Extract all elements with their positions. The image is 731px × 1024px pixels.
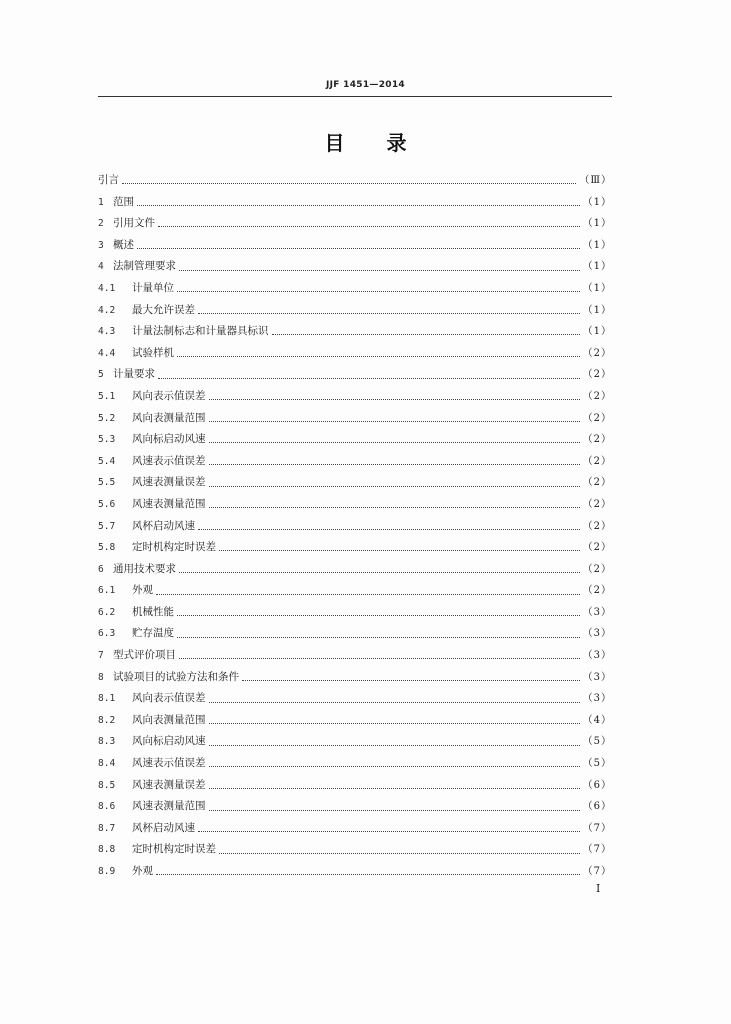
toc-entry-number: 5.5 [98,477,116,489]
toc-entry[interactable] [98,516,612,538]
toc-entry-number: 8.7 [98,822,116,834]
toc-entry-title: 定时机构定时误差 [132,843,216,856]
toc-entry[interactable] [98,213,612,235]
toc-leader-dots [177,356,580,357]
toc-entry-page: （3） [582,671,612,683]
toc-entry-number: 4.2 [98,304,116,316]
toc-entry-page: （3） [582,606,612,618]
toc-entry[interactable] [98,818,612,840]
toc-entry-title: 法制管理要求 [113,260,176,273]
toc-entry-title: 机械性能 [132,605,174,618]
toc-entry[interactable] [98,667,612,689]
toc-entry-page: （1） [582,261,612,273]
toc-entry-title: 风速表测量范围 [132,800,206,813]
toc-leader-dots [179,658,580,659]
toc-entry-page: （6） [582,779,612,791]
toc-entry[interactable] [98,753,612,775]
toc-entry-title: 风向表测量范围 [132,411,206,424]
toc-entry-title: 最大允许误差 [132,303,195,316]
toc-entry-title: 贮存温度 [132,627,174,640]
toc-entry-number: 8.2 [98,714,116,726]
toc-entry-number: 1 [98,196,104,208]
toc-entry-title: 风向表测量范围 [132,713,206,726]
toc-entry-number: 7 [98,650,104,662]
toc-entry-number: 5.6 [98,498,116,510]
toc-leader-dots [177,615,580,616]
toc-entry-number: 8.5 [98,779,116,791]
toc-entry-number: 5.8 [98,542,116,554]
toc-entry-page: （2） [582,498,612,510]
toc-entry-page: （2） [582,434,612,446]
toc-entry[interactable] [98,343,612,365]
toc-entry-title: 风杯启动风速 [132,519,195,532]
toc-entry[interactable] [98,192,612,214]
toc-entry-page: （7） [582,866,612,877]
toc-entry[interactable] [98,235,612,257]
toc-entry-number: 8.3 [98,736,116,748]
toc-entry-page: （3） [582,628,612,640]
toc-entry-page: （2） [582,390,612,402]
toc-entry-number: 4.1 [98,282,116,294]
toc-entry-title: 风速表示值误差 [132,757,206,770]
toc-entry-title: 风速表测量误差 [132,778,206,791]
toc-entry-number: 5 [98,369,104,381]
toc-leader-dots [209,464,580,465]
toc-entry-page: （1） [582,304,612,316]
toc-entry-number: 3 [98,239,104,251]
toc-entry-number: 8.1 [98,693,116,705]
toc-entry-title: 风向标启动风速 [132,433,206,446]
toc-entry-page: （2） [582,477,612,489]
toc-entry-title: 概述 [113,238,134,251]
toc-leader-dots [179,572,580,573]
toc-entry[interactable] [98,451,612,473]
toc-entry-page: （1） [582,282,612,294]
toc-entry-title: 引用文件 [113,217,155,230]
toc-entry-title: 范围 [113,195,134,208]
toc-entry[interactable] [98,688,612,710]
toc-leader-dots [209,766,580,767]
toc-list [98,170,612,883]
toc-leader-dots [179,270,580,271]
toc-entry-number: 4.3 [98,326,116,338]
toc-leader-dots [242,680,580,681]
toc-entry-page: （7） [582,844,612,856]
toc-leader-dots [137,205,580,206]
toc-entry-page: （2） [582,520,612,532]
toc-entry[interactable] [98,796,612,818]
toc-entry-title: 计量法制标志和计量器具标识 [132,325,269,338]
toc-entry[interactable] [98,839,612,861]
toc-entry[interactable] [98,602,612,624]
toc-entry-title: 风速表示值误差 [132,454,206,467]
toc-entry-title: 风杯启动风速 [132,821,195,834]
toc-entry-number: 5.1 [98,390,116,402]
toc-entry-title: 外观 [132,584,153,597]
toc-entry-title: 风向表示值误差 [132,389,206,402]
toc-entry-title: 试验样机 [132,346,174,359]
toc-entry-number: 5.7 [98,520,116,532]
toc-entry-page: （4） [582,714,612,726]
toc-leader-dots [209,399,580,400]
toc-entry-number: 6 [98,563,104,575]
page-number: I [596,882,601,895]
toc-entry-page: （5） [582,758,612,770]
toc-leader-dots [219,550,580,551]
toc-entry-number: 5.4 [98,455,116,467]
toc-entry-title: 试验项目的试验方法和条件 [113,670,239,683]
toc-entry-page: （2） [582,542,612,554]
toc-entry-title: 计量要求 [113,368,155,381]
toc-leader-dots [209,788,580,789]
toc-leader-dots [158,378,580,379]
toc-entry-number: 6.1 [98,585,116,597]
toc-leader-dots [209,810,580,811]
toc-entry-title: 风速表测量范围 [132,497,206,510]
toc-leader-dots [209,745,580,746]
toc-entry-page: （3） [582,693,612,705]
toc-entry-number: 8 [98,671,104,683]
toc-entry-page: （1） [582,218,612,230]
toc-entry-page: （2） [582,563,612,575]
toc-entry[interactable] [98,170,612,192]
toc-leader-dots [137,248,580,249]
toc-entry-page: （7） [582,822,612,834]
toc-entry-number: 6.3 [98,628,116,640]
toc-entry-page: （6） [582,801,612,813]
toc-entry-page: （2） [582,455,612,467]
toc-entry[interactable] [98,623,612,645]
toc-entry[interactable] [98,364,612,386]
toc-entry-title: 型式评价项目 [113,649,176,662]
toc-entry-number: 8.9 [98,866,116,877]
toc-entry-number: 2 [98,218,104,230]
toc-entry-page: （1） [582,196,612,208]
toc-entry-page: （2） [582,347,612,359]
toc-entry[interactable] [98,408,612,430]
toc-entry-page: （2） [582,369,612,381]
toc-leader-dots [209,421,580,422]
toc-leader-dots [156,594,580,595]
toc-entry-number: 6.2 [98,606,116,618]
toc-entry-title: 风向表示值误差 [132,692,206,705]
toc-leader-dots [219,853,580,854]
toc-entry-page: （2） [582,585,612,597]
toc-leader-dots [156,874,580,875]
toc-entry[interactable] [98,321,612,343]
toc-entry[interactable] [98,731,612,753]
toc-entry[interactable] [98,580,612,602]
toc-leader-dots [198,529,580,530]
header-rule [98,96,612,97]
toc-leader-dots [198,831,580,832]
toc-entry-page: （5） [582,736,612,748]
toc-entry-number: 8.6 [98,801,116,813]
toc-entry-page: （3） [582,650,612,662]
toc-entry[interactable] [98,537,612,559]
toc-entry[interactable] [98,494,612,516]
toc-entry-number: 5.2 [98,412,116,424]
toc-leader-dots [177,637,580,638]
toc-entry[interactable] [98,386,612,408]
toc-entry[interactable] [98,472,612,494]
toc-entry[interactable] [98,429,612,451]
toc-entry[interactable] [98,775,612,797]
toc-entry-number: 5.3 [98,434,116,446]
toc-entry[interactable] [98,861,612,883]
title-char-1: 目 [324,131,345,155]
toc-entry[interactable] [98,300,612,322]
toc-entry-title: 风向标启动风速 [132,735,206,748]
toc-leader-dots [209,702,580,703]
standard-code: JJF 1451—2014 [326,80,405,90]
toc-entry-page: （1） [582,239,612,251]
toc-leader-dots [158,226,580,227]
toc-entry-page: （1） [582,326,612,338]
toc-entry-number: 8.8 [98,844,116,856]
toc-entry-page: （2） [582,412,612,424]
toc-entry[interactable] [98,645,612,667]
toc-leader-dots [209,723,580,724]
toc-leader-dots [122,183,576,184]
toc-entry-title: 风速表测量误差 [132,476,206,489]
toc-leader-dots [177,291,580,292]
toc-entry-title: 计量单位 [132,281,174,294]
toc-leader-dots [209,442,580,443]
title-char-2: 录 [386,131,407,155]
toc-leader-dots [198,313,580,314]
toc-entry-page: （Ⅲ） [579,175,612,186]
toc-entry-number: 4.4 [98,347,116,359]
toc-entry[interactable] [98,710,612,732]
toc-leader-dots [209,486,580,487]
toc-entry-title: 定时机构定时误差 [132,541,216,554]
toc-entry[interactable] [98,256,612,278]
toc-entry[interactable] [98,559,612,581]
page-title [0,127,731,156]
toc-entry-title: 外观 [132,865,153,877]
toc-entry-number: 8.4 [98,758,116,770]
toc-leader-dots [272,334,580,335]
toc-entry[interactable] [98,278,612,300]
toc-entry-number: 4 [98,261,104,273]
toc-leader-dots [209,507,580,508]
toc-entry-title: 通用技术要求 [113,562,176,575]
toc-entry-title: 引言 [98,174,119,186]
